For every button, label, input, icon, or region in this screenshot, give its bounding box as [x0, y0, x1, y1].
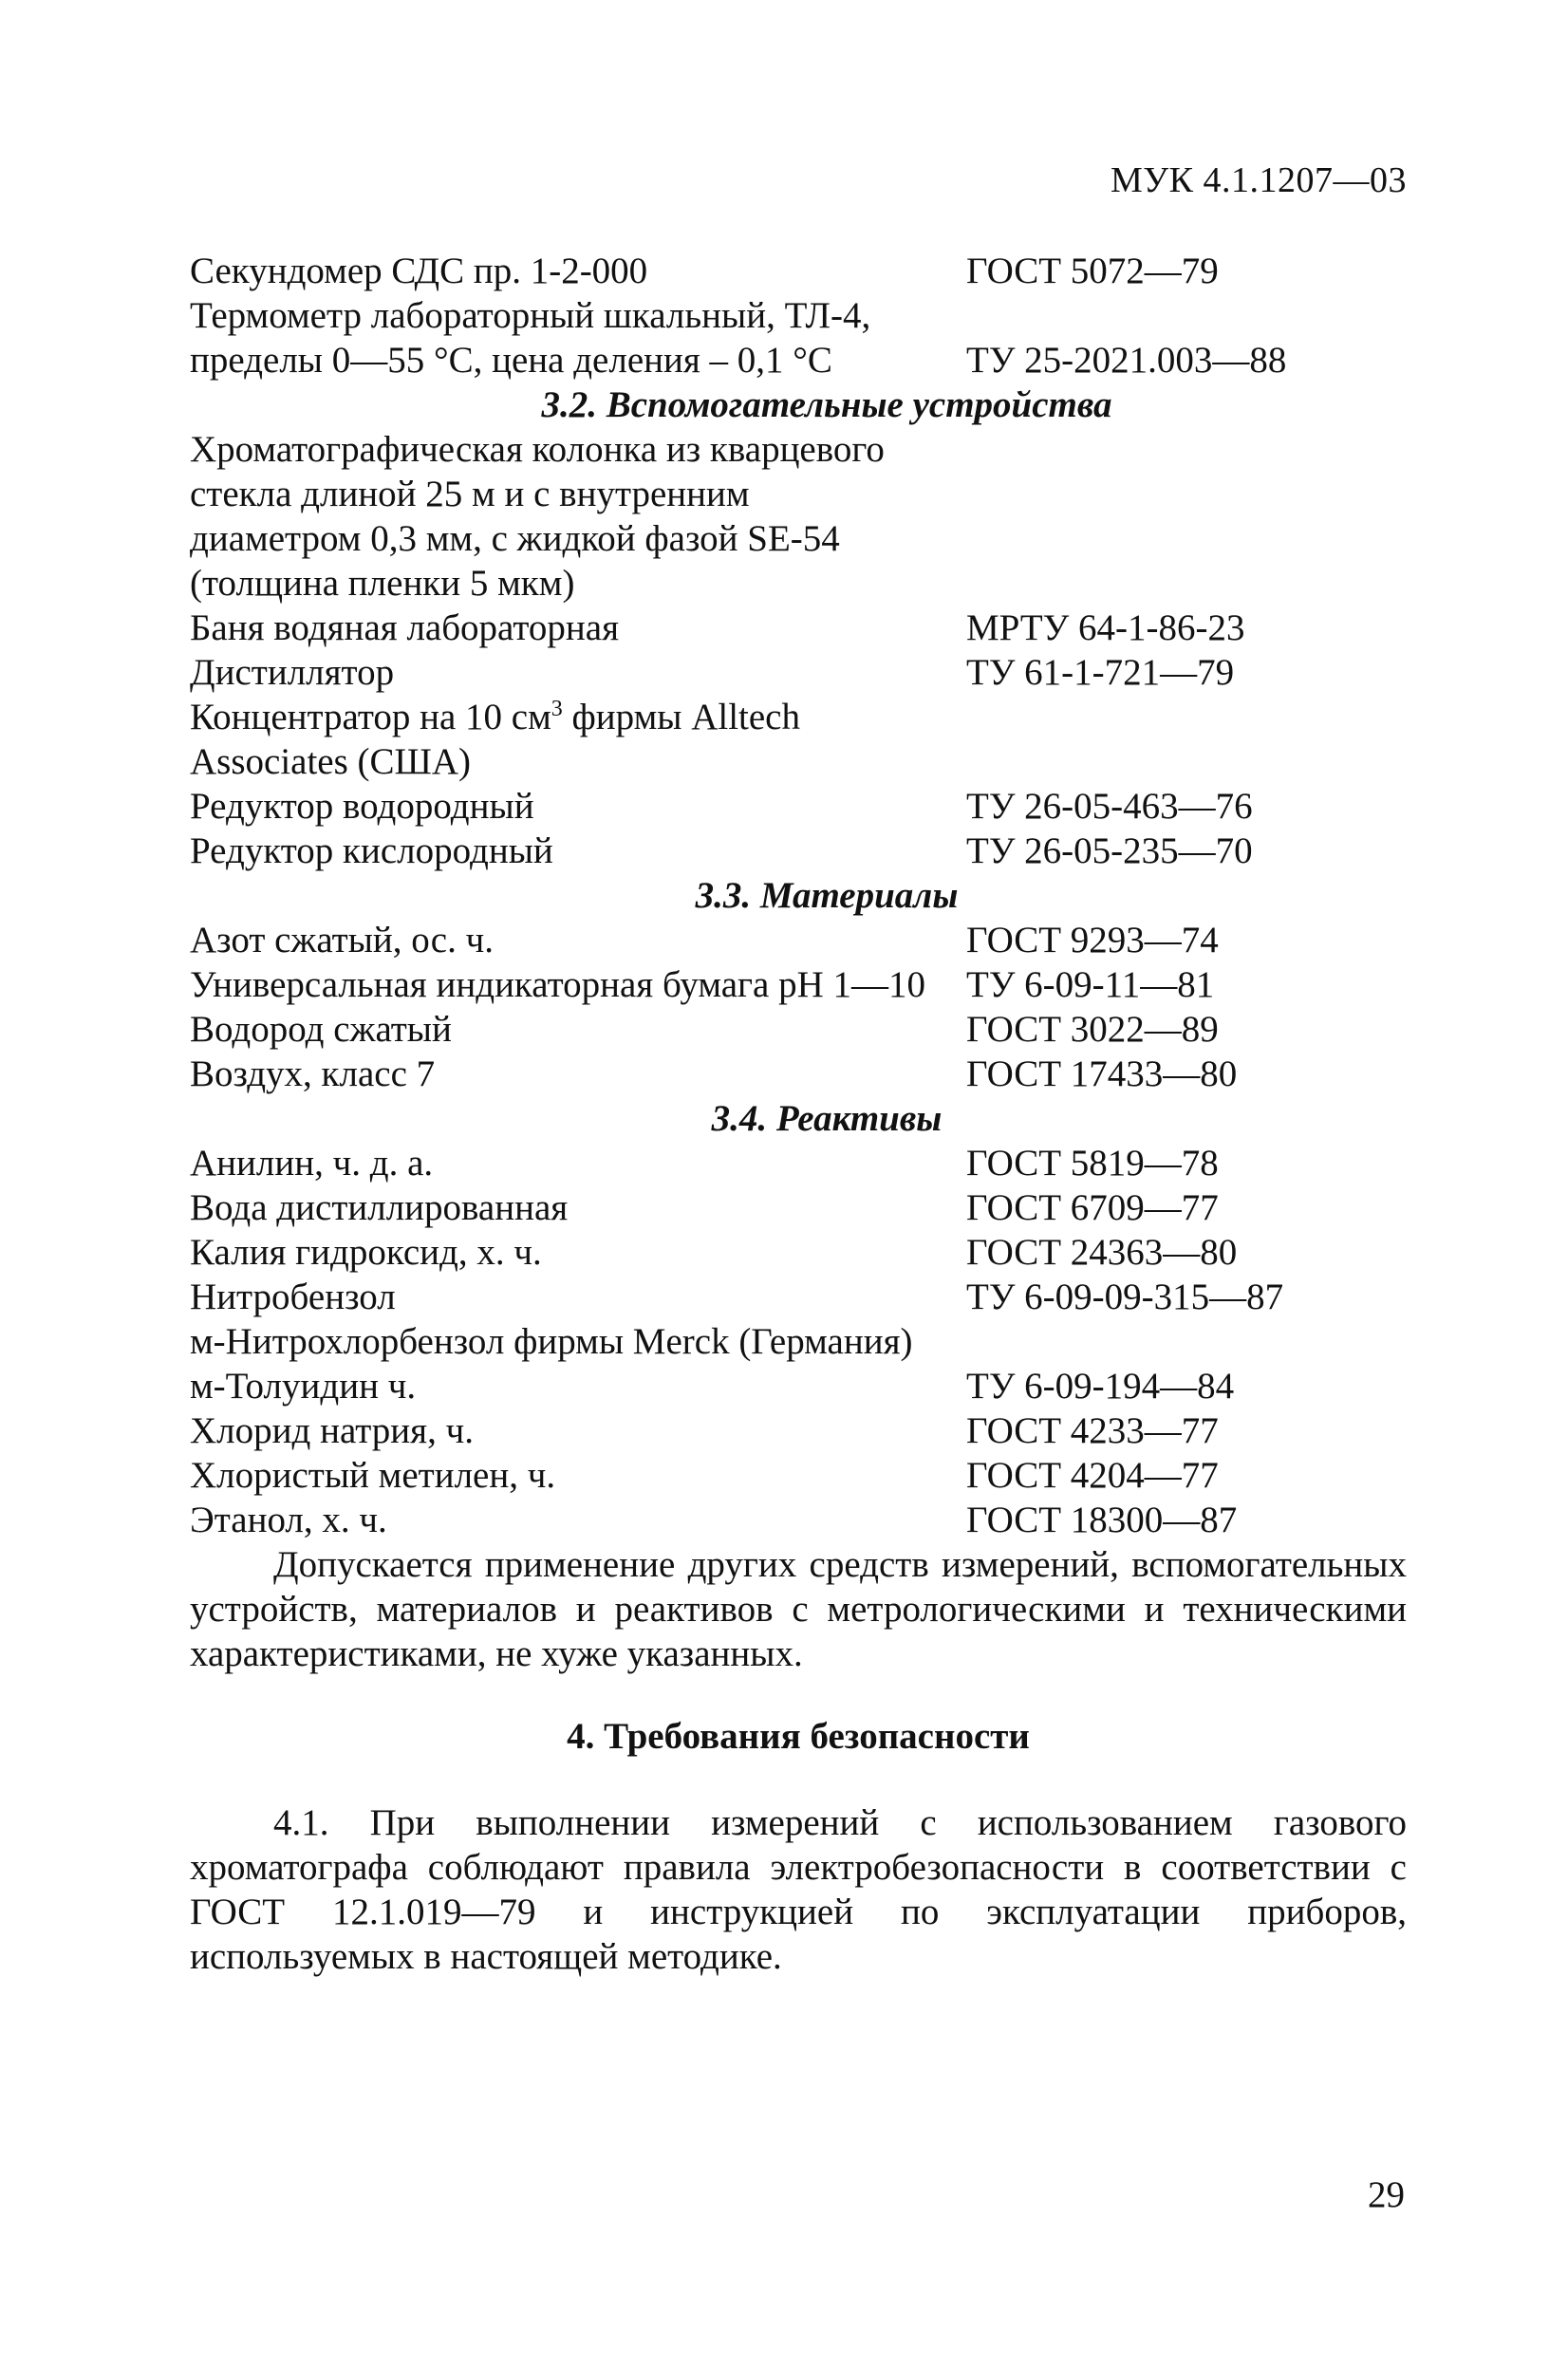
list-item [190, 739, 1407, 784]
auxiliary-devices-list [190, 427, 1407, 873]
item-standard: ГОСТ 5072—79 [966, 251, 1219, 291]
item-standard [966, 427, 1407, 472]
list-item [190, 338, 1407, 382]
item-standard: ГОСТ 3022—89 [966, 1009, 1219, 1050]
list-item [190, 1185, 1407, 1230]
list-item [190, 1364, 1407, 1408]
list-item [190, 1319, 1407, 1364]
page-number: 29 [1368, 2174, 1405, 2215]
item-standard: ТУ 6-09-11—81 [966, 964, 1215, 1005]
item-name: Вода дистиллированная [190, 1187, 569, 1228]
list-item [190, 1141, 1407, 1185]
list-item [190, 1275, 1407, 1319]
list-item [190, 516, 1407, 561]
item-standard: МРТУ 64-1-86-23 [966, 607, 1245, 648]
item-standard: ТУ 61-1-721—79 [966, 652, 1235, 693]
item-name: м-Толуидин ч. [190, 1366, 417, 1407]
equipment-list [190, 249, 1407, 382]
item-standard: ГОСТ 9293—74 [966, 920, 1219, 960]
list-item [190, 695, 1407, 739]
superscript-cubic: 3 [551, 697, 563, 721]
item-name: Редуктор водородный [190, 786, 534, 827]
item-name: м-Нитрохлорбензол фирмы Merck (Германия) [190, 1321, 913, 1362]
item-name: Нитробензол [190, 1277, 396, 1317]
list-item [190, 1230, 1407, 1275]
item-name: Хлорид натрия, ч. [190, 1410, 474, 1451]
list-item [190, 427, 1407, 472]
list-item [190, 784, 1407, 829]
section-heading-3-2: 3.2. Вспомогательные устройства [541, 384, 1112, 425]
item-name: Associates (США) [190, 741, 472, 782]
item-name: Термометр лабораторный шкальный, ТЛ-4, [190, 295, 871, 336]
section-heading-3-3: 3.3. Материалы [695, 875, 959, 916]
item-name: Этанол, х. ч. [190, 1500, 387, 1540]
item-standard: ГОСТ 17433—80 [966, 1053, 1238, 1094]
item-name: Хлористый метилен, ч. [190, 1455, 556, 1496]
list-item [190, 650, 1407, 695]
item-name: Воздух, класс 7 [190, 1053, 436, 1094]
item-standard [966, 561, 1407, 606]
item-name: Дистиллятор [190, 652, 395, 693]
section-heading-4: 4. Требования безопасности [567, 1716, 1030, 1757]
paragraph-4-1: 4.1. При выполнении измерений с использованием газового хроматографа соблюдают правила электробезопасности в соответствии с ГОСТ 12.1.019—79 и инструкцией по эксплуатации приборов, используемых в настоящей методике. [190, 1802, 1407, 1977]
list-item [190, 1498, 1407, 1542]
item-standard: ГОСТ 24363—80 [966, 1232, 1238, 1273]
item-name: диаметром 0,3 мм, с жидкой фазой SE-54 [190, 518, 840, 559]
item-name: Водород сжатый [190, 1009, 452, 1050]
page-content [190, 249, 1407, 1979]
list-item [190, 606, 1407, 650]
item-name: Секундомер СДС пр. 1-2-000 [190, 251, 648, 291]
item-name: Универсальная индикаторная бумага рН 1—10 [190, 964, 926, 1005]
item-name: Азот сжатый, ос. ч. [190, 920, 494, 960]
item-standard: ТУ 26-05-463—76 [966, 786, 1253, 827]
item-name [190, 695, 966, 739]
item-standard: ГОСТ 5819—78 [966, 1143, 1219, 1184]
document-code: МУК 4.1.1207—03 [1110, 160, 1407, 200]
materials-list [190, 918, 1407, 1096]
item-standard: ГОСТ 4233—77 [966, 1410, 1219, 1451]
item-name: Редуктор кислородный [190, 830, 553, 871]
list-item [190, 918, 1407, 962]
reagents-list [190, 1141, 1407, 1542]
item-standard: ГОСТ 6709—77 [966, 1187, 1219, 1228]
item-name: (толщина пленки 5 мкм) [190, 563, 575, 604]
list-item [190, 249, 1407, 293]
list-item [190, 561, 1407, 606]
item-standard: ТУ 26-05-235—70 [966, 830, 1253, 871]
item-standard: ТУ 6-09-09-315—87 [966, 1277, 1284, 1317]
item-standard [966, 293, 1407, 338]
item-name: Баня водяная лабораторная [190, 607, 620, 648]
item-name: пределы 0—55 °С, цена деления – 0,1 °С [190, 340, 832, 381]
item-standard [966, 516, 1407, 561]
item-standard: ГОСТ 4204—77 [966, 1455, 1219, 1496]
item-standard [966, 1319, 1407, 1364]
list-item [190, 1408, 1407, 1453]
item-name-part: Концентратор на 10 см [190, 697, 551, 737]
item-name: Калия гидроксид, х. ч. [190, 1232, 542, 1273]
item-name: Хроматографическая колонка из кварцевого [190, 429, 885, 470]
item-name-part: фирмы Alltech [562, 697, 800, 737]
item-standard [966, 695, 1407, 739]
list-item [190, 1007, 1407, 1052]
item-standard: ТУ 6-09-194—84 [966, 1366, 1235, 1407]
item-standard [966, 739, 1407, 784]
note-paragraph: Допускается применение других средств измерений, вспомогательных устройств, материалов и реактивов с метрологическими и техническими характеристиками, не хуже указанных. [190, 1544, 1407, 1674]
list-item [190, 472, 1407, 516]
item-name: Анилин, ч. д. а. [190, 1143, 434, 1184]
list-item [190, 962, 1407, 1007]
item-name: стекла длиной 25 м и с внутренним [190, 474, 750, 514]
section-heading-3-4: 3.4. Реактивы [711, 1098, 943, 1139]
item-standard: ТУ 25-2021.003—88 [966, 340, 1287, 381]
list-item [190, 293, 1407, 338]
item-standard [966, 472, 1407, 516]
list-item [190, 1453, 1407, 1498]
item-standard: ГОСТ 18300—87 [966, 1500, 1238, 1540]
list-item [190, 829, 1407, 873]
list-item [190, 1052, 1407, 1096]
